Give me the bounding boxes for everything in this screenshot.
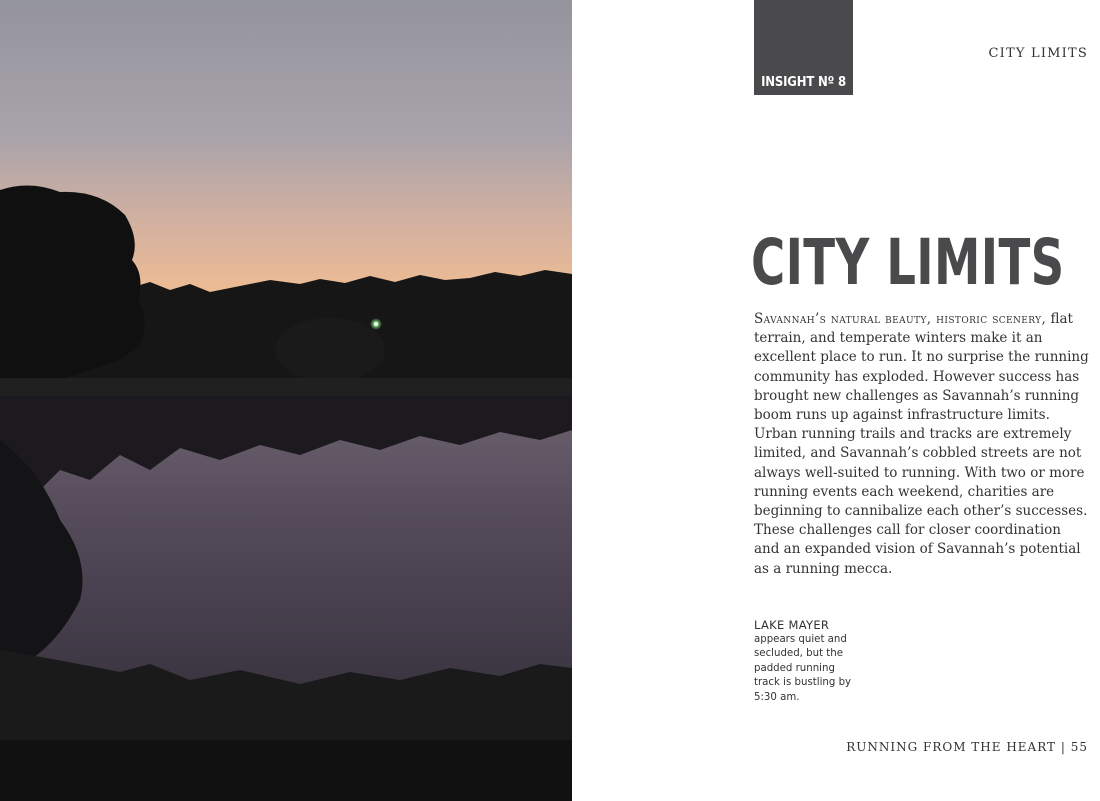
insight-tab [754, 0, 853, 95]
running-head: CITY LIMITS [988, 46, 1088, 61]
photo-caption [754, 617, 864, 705]
article-body-text: flat terrain, and temperate winters make it an excellent place to run. It no surprise the running community has exploded. However success has brought new challenges as Savannah’s running boom runs up against infrastructure limits. Urban running trails and tracks are extremely limited, and Savannah’s cobbled streets are not always well-suited to running. With two or more running events each weekend, charities are beginning to cannibalize each other’s successes. These challenges call for closer coordination and an expanded vision of Savannah’s potential as a running mecca. [754, 311, 1089, 577]
page-footer: RUNNING FROM THE HEART | 55 [846, 740, 1088, 754]
article-title: CITY LIMITS [751, 226, 1065, 299]
article-lead: Savannah’s natural beauty, historic scenery, [754, 311, 1047, 327]
caption-title: LAKE MAYER [754, 618, 830, 632]
caption-body: appears quiet and secluded, but the padded running track is bustling by 5:30 am. [754, 634, 852, 703]
article-body [754, 310, 1089, 579]
insight-label: INSIGHT Nº 8 [761, 75, 846, 90]
